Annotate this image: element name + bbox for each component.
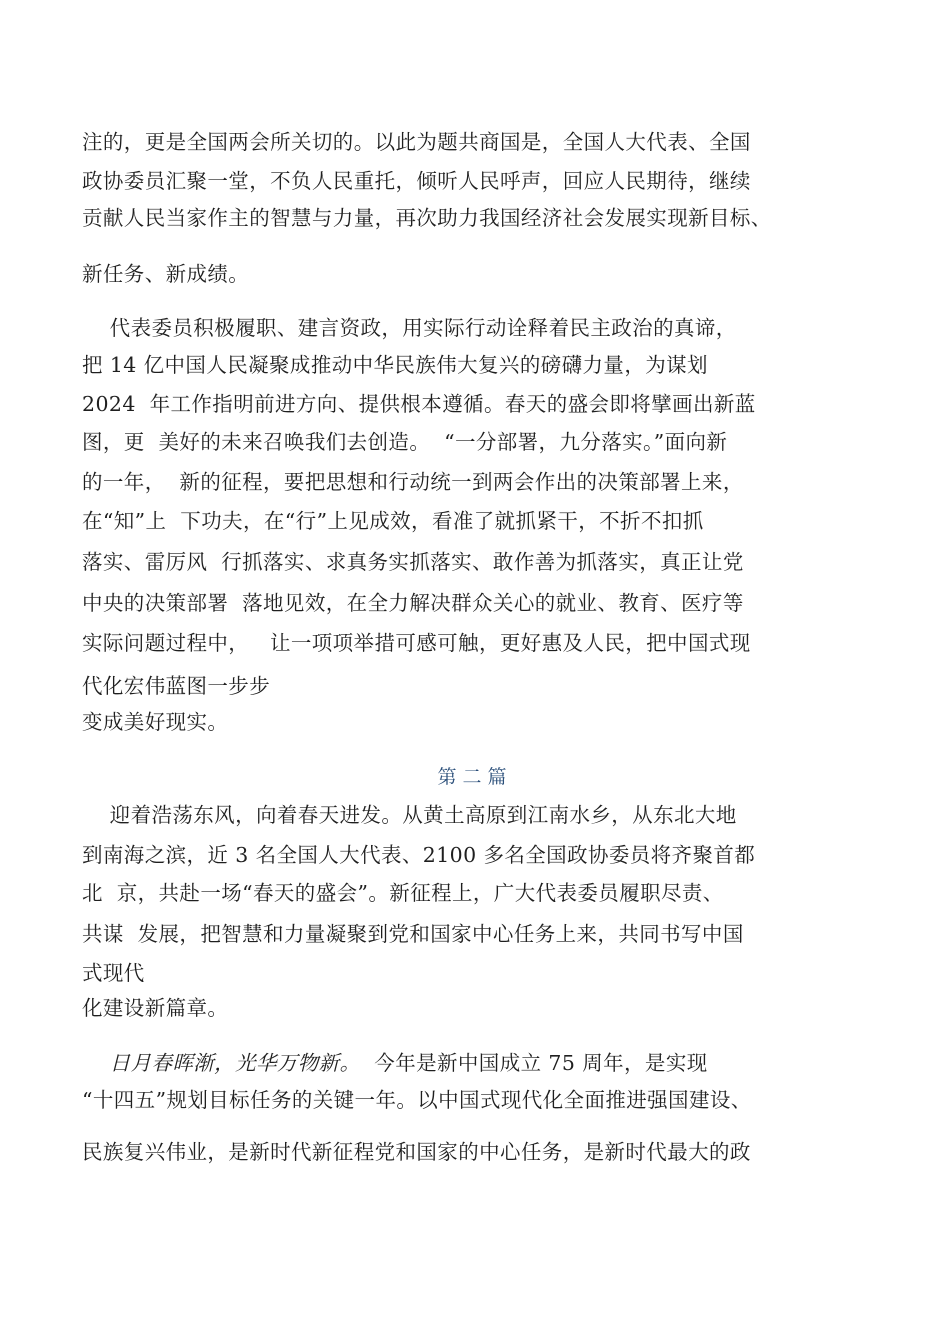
paragraph-line: 共谋 发展，把智慧和力量凝聚到党和国家中心任务上来，共同书写中国 bbox=[82, 922, 744, 946]
paragraph-line: 实际问题过程中， 让一项项举措可感可触，更好惠及人民，把中国式现 bbox=[82, 631, 751, 655]
paragraph-line: 注的，更是全国两会所关切的。以此为题共商国是，全国人大代表、全国 bbox=[82, 130, 751, 154]
paragraph-line: 落实、雷厉风 行抓落实、求真务实抓落实、敢作善为抓落实，真正让党 bbox=[82, 550, 744, 574]
paragraph-line: 中央的决策部署 落地见效，在全力解决群众关心的就业、教育、医疗等 bbox=[82, 591, 744, 615]
paragraph-line: 代化宏伟蓝图一步步 bbox=[82, 674, 271, 698]
paragraph-line: 到南海之滨，近 3 名全国人大代表、2100 多名全国政协委员将齐聚首都 bbox=[82, 843, 756, 867]
section-heading: 第二篇 bbox=[437, 766, 513, 788]
paragraph-line: 民族复兴伟业，是新时代新征程党和国家的中心任务，是新时代最大的政 bbox=[82, 1140, 751, 1164]
paragraph-text: 今年是新中国成立 75 周年，是实现 bbox=[360, 1051, 708, 1075]
paragraph-line: 在“知”上 下功夫，在“行”上见成效，看准了就抓紧干，不折不扣抓 bbox=[82, 509, 704, 533]
paragraph-line: 新任务、新成绩。 bbox=[82, 262, 250, 286]
paragraph-line: 的一年， 新的征程，要把思想和行动统一到两会作出的决策部署上来， bbox=[82, 470, 744, 494]
paragraph-line: 迎着浩荡东风，向着春天进发。从黄土高原到江南水乡，从东北大地 bbox=[82, 803, 737, 827]
paragraph-line: 2024 年工作指明前进方向、提供根本遵循。春天的盛会即将擘画出新蓝 bbox=[82, 392, 756, 416]
paragraph-line: 化建设新篇章。 bbox=[82, 996, 229, 1020]
paragraph-line: 北 京，共赴一场“春天的盛会”。新征程上，广大代表委员履职尽责、 bbox=[82, 881, 724, 905]
paragraph-line: 图，更 美好的未来召唤我们去创造。 “一分部署，九分落实。”面向新 bbox=[82, 430, 728, 454]
paragraph-line: “十四五”规划目标任务的关键一年。以中国式现代化全面推进强国建设、 bbox=[82, 1088, 752, 1112]
paragraph-line: 把 14 亿中国人民凝聚成推动中华民族伟大复兴的磅礴力量，为谋划 bbox=[82, 353, 708, 377]
paragraph-line: 贡献人民当家作主的智慧与力量，再次助力我国经济社会发展实现新目标、 bbox=[82, 206, 772, 230]
paragraph-line: 式现代 bbox=[82, 961, 145, 985]
paragraph-line: 代表委员积极履职、建言资政，用实际行动诠释着民主政治的真谛， bbox=[82, 316, 737, 340]
paragraph-line bbox=[82, 1050, 708, 1076]
paragraph-line: 变成美好现实。 bbox=[82, 710, 229, 734]
paragraph-lead: 日月春晖渐，光华万物新。 bbox=[82, 1051, 361, 1075]
paragraph-line: 政协委员汇聚一堂，不负人民重托，倾听人民呼声，回应人民期待，继续 bbox=[82, 169, 751, 193]
